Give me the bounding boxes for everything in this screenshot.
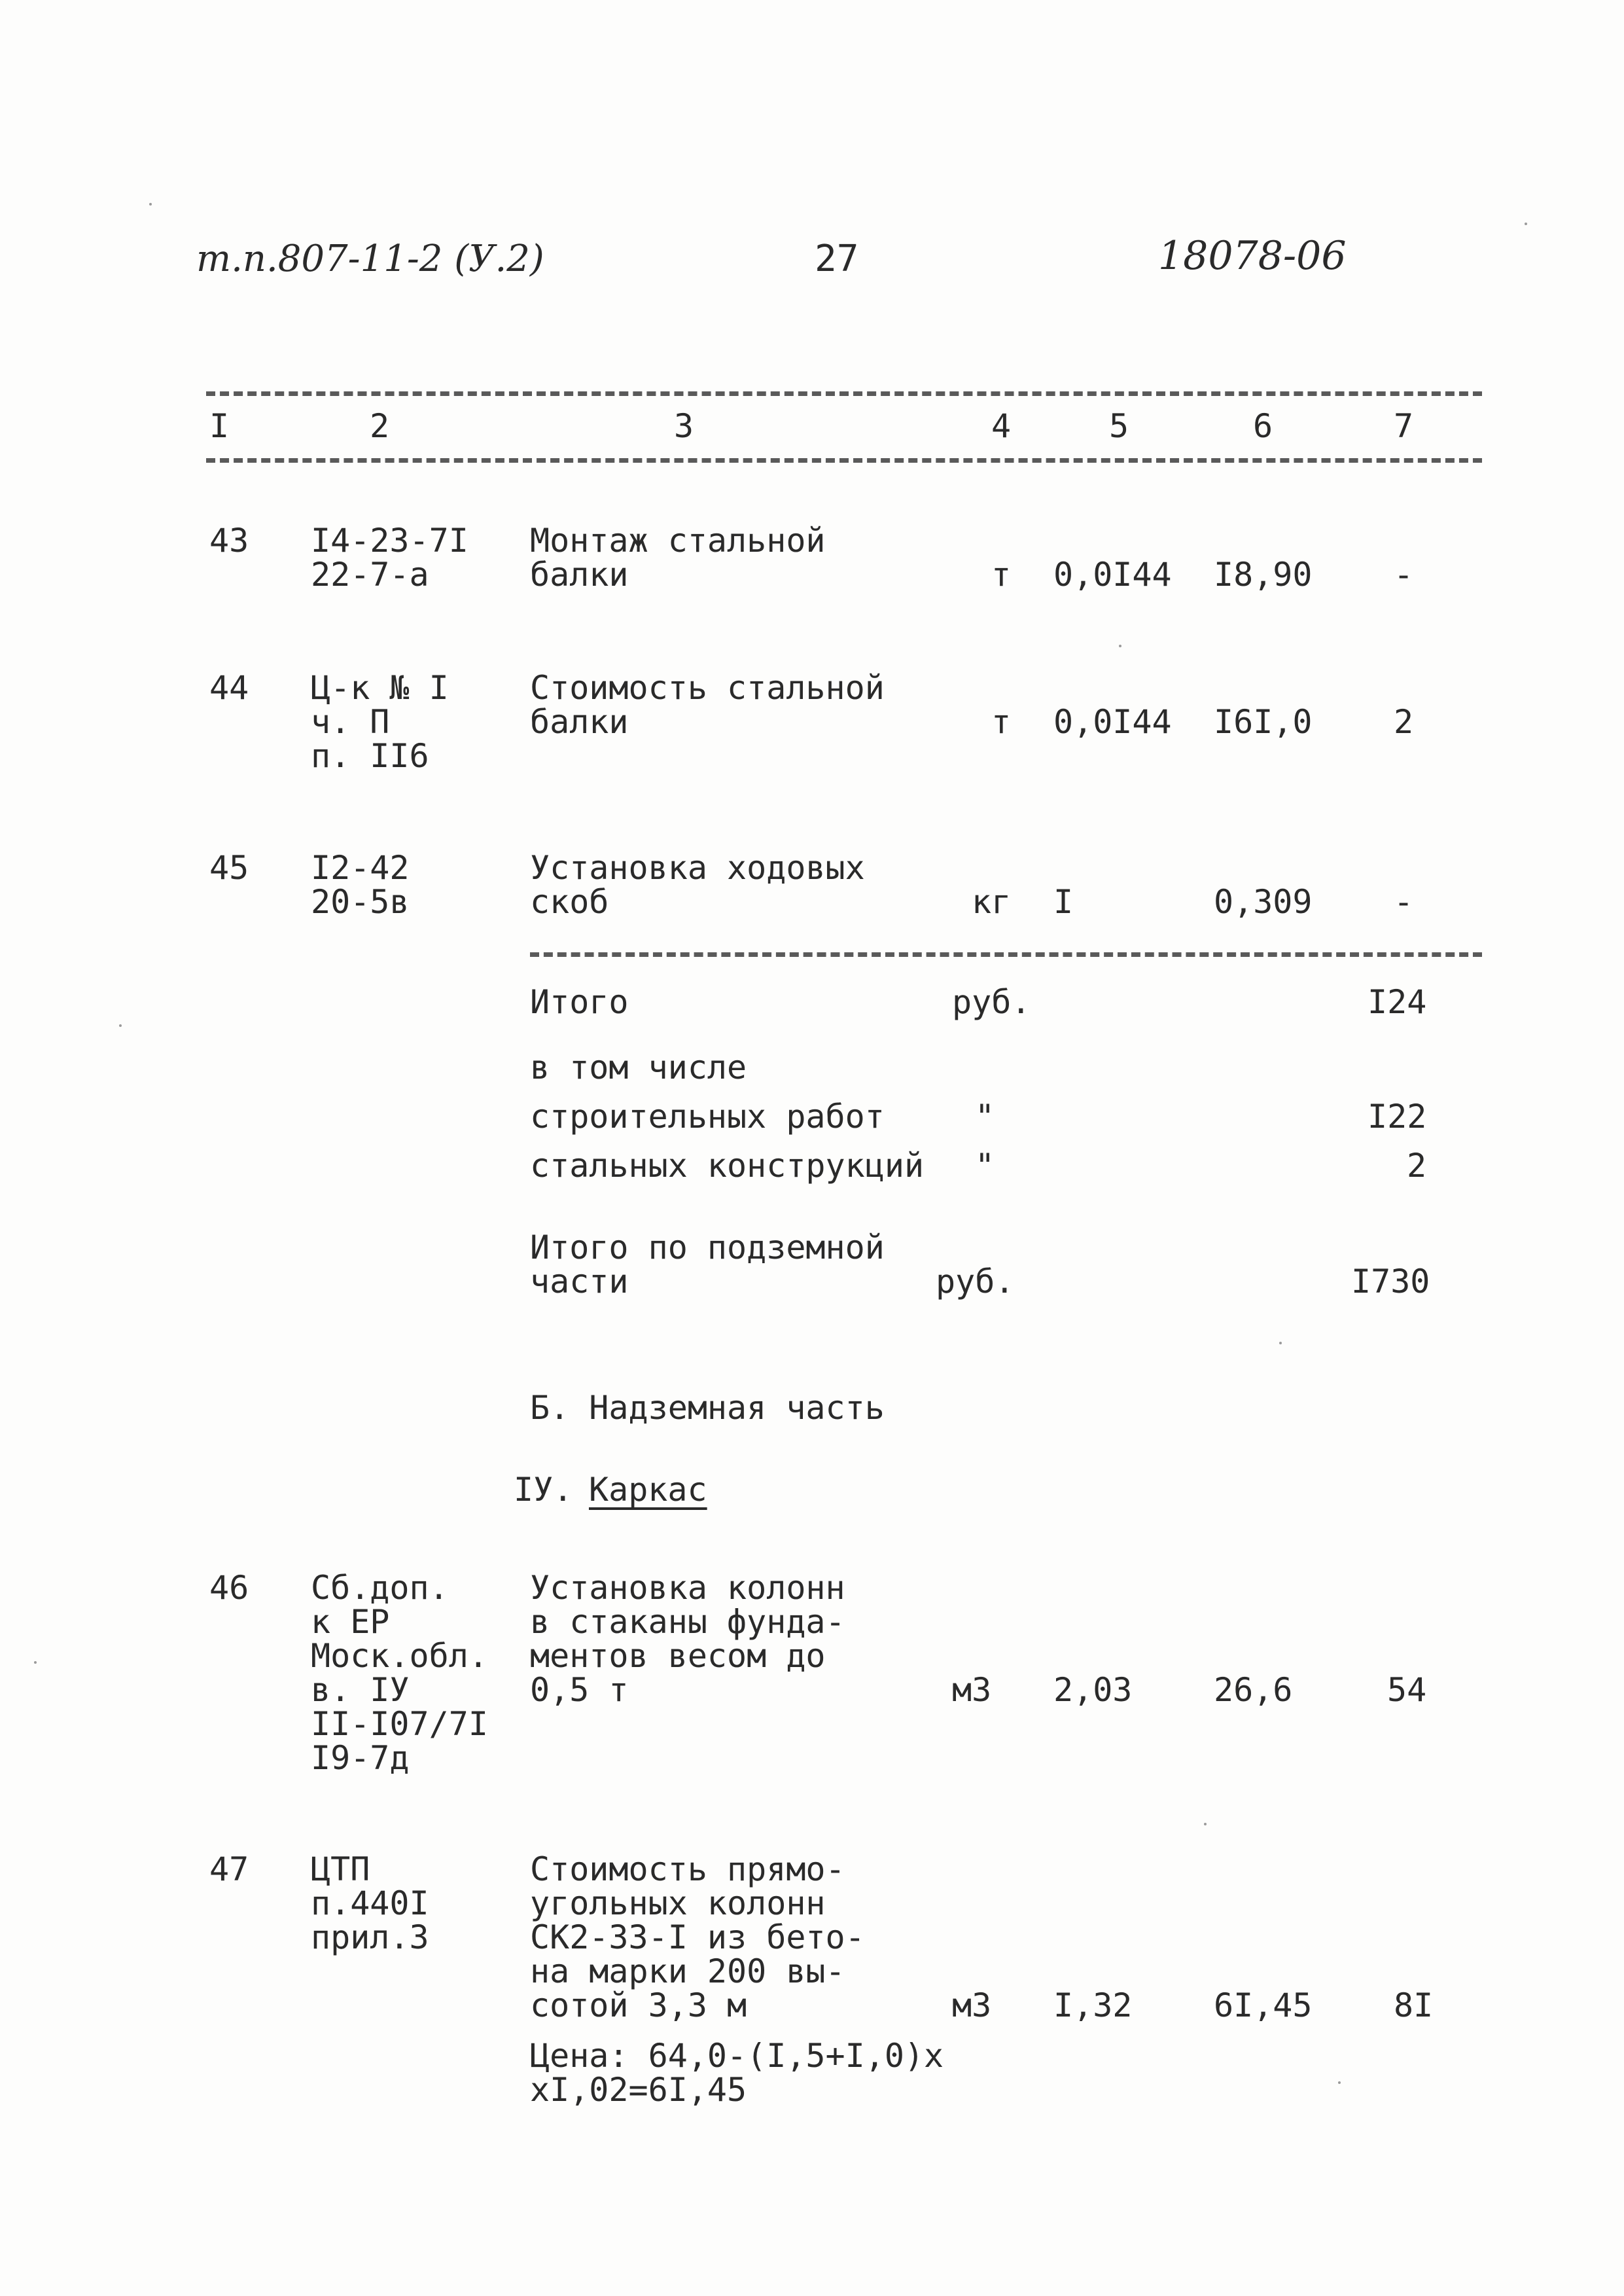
scan-speck — [1338, 2081, 1341, 2084]
col-header-2: 2 — [370, 407, 390, 445]
row-46-code-1: Сб.доп. — [311, 1569, 449, 1607]
row-47-unit: м3 — [952, 1986, 992, 2024]
row-44-qty: 0,0I44 — [1053, 703, 1172, 741]
row-47-desc-5: сотой 3,3 м — [530, 1986, 747, 2024]
row-44-desc-2: балки — [530, 703, 629, 741]
row-47-price: 6I,45 — [1214, 1986, 1313, 2024]
col-header-5: 5 — [1109, 407, 1129, 445]
row-45-qty: I — [1053, 883, 1074, 921]
row-44-code-3: п. II6 — [311, 737, 429, 775]
row-43-num: 43 — [209, 522, 249, 560]
v-tom-chisle: в том числе — [530, 1049, 747, 1086]
steel-unit: " — [975, 1147, 995, 1185]
row-46-code-3: Моск.обл. — [311, 1637, 488, 1675]
underground-total-unit: руб. — [936, 1263, 1015, 1300]
underground-total-value: I730 — [1351, 1263, 1430, 1300]
scan-speck — [1279, 1342, 1282, 1344]
row-47-desc-3: СК2-33-I из бето- — [530, 1918, 865, 1956]
row-43-price: I8,90 — [1214, 556, 1313, 594]
scan-speck — [149, 203, 152, 206]
row-46-qty: 2,03 — [1053, 1671, 1133, 1709]
row-45-code-1: I2-42 — [311, 849, 410, 887]
row-47-code-1: ЦТП — [311, 1850, 370, 1888]
row-46-code-6: I9-7д — [311, 1739, 410, 1777]
underground-total-label-1: Итого по подземной — [530, 1229, 885, 1266]
row-46-code-5: II-I07/7I — [311, 1705, 488, 1743]
col-header-4: 4 — [991, 407, 1012, 445]
row-43-code-2: 22-7-а — [311, 556, 429, 594]
underground-total-label-2: части — [530, 1263, 629, 1300]
summary-rule — [530, 952, 1482, 957]
row-46-desc-1: Установка колонн — [530, 1569, 845, 1607]
row-46-price: 26,6 — [1214, 1671, 1293, 1709]
row-46-total: 54 — [1387, 1671, 1427, 1709]
row-46-code-4: в. IУ — [311, 1671, 410, 1709]
row-47-desc-1: Стоимость прямо- — [530, 1850, 845, 1888]
row-44-price: I6I,0 — [1214, 703, 1313, 741]
page-number: 27 — [815, 238, 859, 280]
row-45-num: 45 — [209, 849, 249, 887]
construction-value: I22 — [1368, 1098, 1427, 1136]
steel-label: стальных конструкций — [530, 1147, 925, 1185]
itogo-value: I24 — [1368, 983, 1427, 1021]
row-44-desc-1: Стоимость стальной — [530, 669, 885, 707]
header-rule-top — [206, 391, 1482, 396]
row-45-price: 0,309 — [1214, 883, 1313, 921]
row-47-price-note-1: Цена: 64,0-(I,5+I,0)х — [530, 2037, 944, 2075]
row-46-desc-4: 0,5 т — [530, 1671, 629, 1709]
section-iv-numeral: IУ. — [514, 1471, 573, 1509]
row-45-desc-1: Установка ходовых — [530, 849, 865, 887]
scan-speck — [1525, 223, 1527, 225]
row-47-desc-2: угольных колонн — [530, 1884, 826, 1922]
row-45-code-2: 20-5в — [311, 883, 410, 921]
row-45-unit: кг — [972, 883, 1012, 921]
row-47-code-2: п.440I — [311, 1884, 429, 1922]
row-46-unit: м3 — [952, 1671, 992, 1709]
row-43-code-1: I4-23-7I — [311, 522, 468, 560]
row-47-code-3: прил.3 — [311, 1918, 429, 1956]
row-44-total: 2 — [1394, 703, 1414, 741]
row-47-desc-4: на марки 200 вы- — [530, 1952, 845, 1990]
scan-speck — [34, 1661, 37, 1664]
row-44-code-2: ч. П — [311, 703, 390, 741]
header-rule-bottom — [206, 458, 1482, 463]
row-44-code-1: Ц-к № I — [311, 669, 449, 707]
row-43-qty: 0,0I44 — [1053, 556, 1172, 594]
section-b-title: Б. Надземная часть — [530, 1389, 885, 1427]
row-46-desc-3: ментов весом до — [530, 1637, 826, 1675]
row-45-total: - — [1394, 883, 1414, 921]
row-46-desc-2: в стаканы фунда- — [530, 1603, 845, 1641]
col-header-3: 3 — [674, 407, 694, 445]
row-43-desc-2: балки — [530, 556, 629, 594]
scan-speck — [1119, 645, 1121, 647]
construction-unit: " — [975, 1098, 995, 1136]
row-46-num: 46 — [209, 1569, 249, 1607]
col-header-6: 6 — [1253, 407, 1273, 445]
row-47-num: 47 — [209, 1850, 249, 1888]
row-44-unit: т — [991, 703, 1012, 741]
row-43-unit: т — [991, 556, 1012, 594]
scan-speck — [1204, 1823, 1207, 1825]
row-47-qty: I,32 — [1053, 1986, 1133, 2024]
row-43-desc-1: Монтаж стальной — [530, 522, 826, 560]
row-47-price-note-2: хI,02=6I,45 — [530, 2071, 747, 2109]
document-code: т.п.807-11-2 (У.2) — [196, 238, 544, 280]
section-iv-title: Каркас — [589, 1471, 707, 1509]
document-number: 18078-06 — [1158, 233, 1347, 279]
row-46-code-2: к ЕР — [311, 1603, 390, 1641]
row-44-num: 44 — [209, 669, 249, 707]
row-45-desc-2: скоб — [530, 883, 609, 921]
steel-value: 2 — [1407, 1147, 1427, 1185]
col-header-7: 7 — [1394, 407, 1414, 445]
construction-label: строительных работ — [530, 1098, 885, 1136]
row-47-total: 8I — [1394, 1986, 1434, 2024]
scan-speck — [119, 1024, 122, 1027]
itogo-unit: руб. — [952, 983, 1031, 1021]
itogo-label: Итого — [530, 983, 629, 1021]
row-43-total: - — [1394, 556, 1414, 594]
col-header-1: I — [209, 407, 230, 445]
